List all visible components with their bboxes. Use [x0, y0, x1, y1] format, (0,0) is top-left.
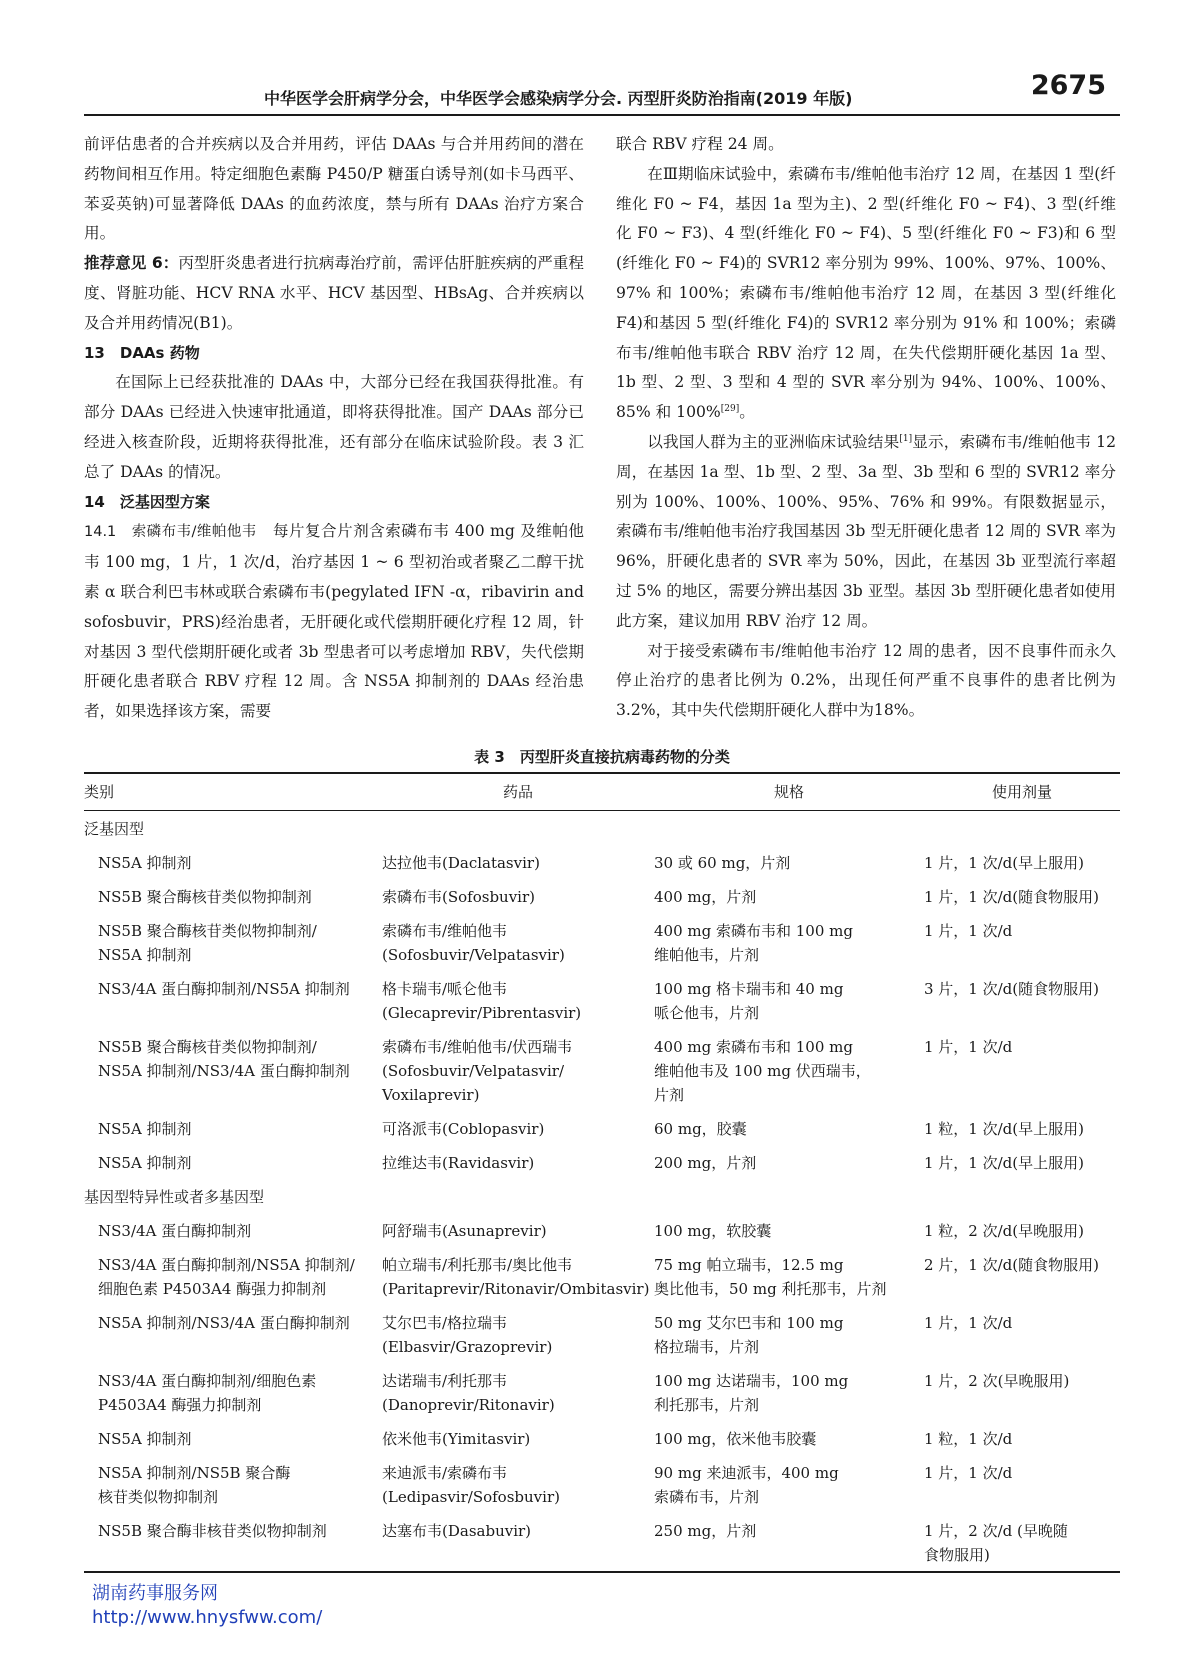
cell-text: NS5A 抑制剂/NS3/4A 蛋白酶抑制剂 — [98, 1314, 350, 1332]
running-title: 中华医学会肝病学分会，中华医学会感染病学分会. 丙型肝炎防治指南(2019 年版) — [264, 89, 853, 108]
table-cell — [84, 919, 382, 967]
cell-text: NS5A 抑制剂 — [98, 946, 192, 964]
cell-text: 片剂 — [654, 1086, 685, 1104]
page-header — [84, 66, 1120, 116]
table-row — [84, 1513, 1120, 1571]
table-cell — [924, 1253, 1120, 1301]
cell-text: 1 粒，1 次/d — [924, 1430, 1013, 1448]
section-heading-13: 13 DAAs 药物 — [84, 343, 200, 362]
footer-site-name: 湖南药事服务网 — [92, 1583, 218, 1604]
cell-text: 1 片，2 次/d (早晚随 — [924, 1522, 1068, 1540]
table-cell — [84, 1311, 382, 1359]
cell-text: 30 或 60 mg，片剂 — [654, 854, 791, 872]
header-spec: 规格 — [773, 783, 804, 801]
cell-text: (Sofosbuvir/Velpatasvir/ — [382, 1062, 565, 1080]
cell-text: 格拉瑞韦，片剂 — [654, 1338, 760, 1356]
table-row — [84, 845, 1120, 879]
cell-text: 拉维达韦(Ravidasvir) — [382, 1154, 535, 1172]
table-cell — [924, 919, 1120, 967]
cell-text: (Paritaprevir/Ritonavir/Ombitasvir) — [382, 1280, 650, 1298]
footer-url: http://www.hnysfww.com/ — [92, 1607, 323, 1628]
table-row — [84, 913, 1120, 971]
table-cell — [382, 919, 654, 967]
table-cell — [84, 851, 382, 875]
cell-text: 艾尔巴韦/格拉瑞韦 — [382, 1314, 508, 1332]
punctuation: 。 — [739, 403, 755, 422]
cell-text: (Glecaprevir/Pibrentasvir) — [382, 1004, 582, 1022]
cell-text: 维帕他韦，片剂 — [654, 946, 760, 964]
paragraph-text: 显示，索磷布韦/维帕他韦 12 周，在基因 1a 型、1b 型、2 型、3a 型、3b 型和 6 型的 SVR12 率分别为 100%、100%、100%、95%、76% 和 99%。有限数据显示，索磷布韦/维帕他韦治疗我国基因 3b 型无肝硬化患者 12 周的 SVR 率为 96%，肝硬化患者的 SVR 率为 50%，因此，在基因 3b 亚型流行率超过 5% 的地区，需要分辨出基因 3b 亚型。基因 3b 型肝硬化患者如使用此方案，建议加用 RBV 治疗 12 周。 — [616, 432, 1116, 630]
cell-text: 1 粒，2 次/d(早晚服用) — [924, 1222, 1084, 1240]
left-column — [84, 130, 584, 727]
table-cell — [382, 977, 654, 1025]
subsection-heading-14-1: 14.1 索磷布韦/维帕他韦 — [84, 524, 257, 541]
paragraph: 对于接受索磷布韦/维帕他韦治疗 12 周的患者，因不良事件而永久停止治疗的患者比例为 0.2%，出现任何严重不良事件的患者比例为3.2%，其中失代偿期肝硬化人群中为18%。 — [616, 641, 1116, 720]
cell-text: 格卡瑞韦/哌仑他韦 — [382, 980, 508, 998]
right-column — [616, 130, 1116, 726]
cell-text: (Sofosbuvir/Velpatasvir) — [382, 946, 565, 964]
table-cell — [382, 1117, 654, 1141]
table-row — [84, 1213, 1120, 1247]
table-row — [84, 1305, 1120, 1363]
cell-text: (Ledipasvir/Sofosbuvir) — [382, 1488, 560, 1506]
paragraph — [616, 160, 1116, 428]
table-cell — [654, 1519, 924, 1567]
cell-text: NS3/4A 蛋白酶抑制剂/细胞色素 — [98, 1372, 317, 1390]
group-label-pangenotypic: 泛基因型 — [84, 820, 145, 838]
table-cell — [654, 1219, 924, 1243]
table-cell — [654, 1035, 924, 1107]
cell-text: 100 mg，依米他韦胶囊 — [654, 1430, 817, 1448]
table-cell — [654, 1151, 924, 1175]
table-cell — [654, 885, 924, 909]
table-cell — [654, 977, 924, 1025]
table-cell — [84, 1253, 382, 1301]
cell-text: 食物服用) — [924, 1546, 990, 1564]
cell-text: 100 mg，软胶囊 — [654, 1222, 772, 1240]
table-cell — [84, 1427, 382, 1451]
table-cell — [84, 1035, 382, 1107]
section-heading-14: 14 泛基因型方案 — [84, 492, 210, 511]
table-row — [84, 1421, 1120, 1455]
cell-text: 250 mg，片剂 — [654, 1522, 757, 1540]
table-cell — [924, 885, 1120, 909]
cell-text: 3 片，1 次/d(随食物服用) — [924, 980, 1099, 998]
table-cell — [924, 851, 1120, 875]
table-cell — [924, 977, 1120, 1025]
cell-text: 达塞布韦(Dasabuvir) — [382, 1522, 532, 1540]
cell-text: 1 片，1 次/d(随食物服用) — [924, 888, 1099, 906]
watermark-footer — [92, 1582, 322, 1630]
table-row — [84, 1111, 1120, 1145]
cell-text: (Elbasvir/Grazoprevir) — [382, 1338, 553, 1356]
cell-text: 索磷布韦(Sofosbuvir) — [382, 888, 535, 906]
table-row — [84, 879, 1120, 913]
recommendation — [84, 249, 584, 338]
page-number: 2675 — [1030, 70, 1106, 101]
table-header-row — [84, 774, 1120, 811]
cell-text: 1 粒，1 次/d(早上服用) — [924, 1120, 1084, 1138]
cell-text: 可洛派韦(Coblopasvir) — [382, 1120, 545, 1138]
cell-text: 来迪派韦/索磷布韦 — [382, 1464, 508, 1482]
table-cell — [382, 885, 654, 909]
table-cell — [654, 1253, 924, 1301]
paragraph: 在国际上已经获批准的 DAAs 中，大部分已经在我国获得批准。有部分 DAAs 已经进入快速审批通道，即将获得批准。国产 DAAs 部分已经进入核查阶段，近期将获得批准，还有部分在临床试验阶段。表 3 汇总了 DAAs 的情况。 — [84, 373, 584, 481]
cell-text: 400 mg，片剂 — [654, 888, 757, 906]
table-cell — [654, 919, 924, 967]
table-cell — [924, 1151, 1120, 1175]
table-cell — [382, 1253, 654, 1301]
cell-text: 奥比他韦，50 mg 利托那韦，片剂 — [654, 1280, 887, 1298]
group-rows — [84, 845, 1120, 1179]
table-cell — [654, 1117, 924, 1141]
cell-text: 核苷类似物抑制剂 — [98, 1488, 219, 1506]
cell-text: NS5A 抑制剂 — [98, 854, 192, 872]
cell-text: 1 片，1 次/d — [924, 1464, 1013, 1482]
group-rows — [84, 1213, 1120, 1571]
table-caption: 表 3 丙型肝炎直接抗病毒药物的分类 — [474, 748, 730, 766]
cell-text: 索磷布韦，片剂 — [654, 1488, 760, 1506]
table-cell — [924, 1117, 1120, 1141]
cell-text: 阿舒瑞韦(Asunaprevir) — [382, 1222, 547, 1240]
cell-text: 利托那韦，片剂 — [654, 1396, 760, 1414]
table-cell — [84, 885, 382, 909]
cell-text: 100 mg 达诺瑞韦，100 mg — [654, 1372, 849, 1390]
paragraph-text: 以我国人群为主的亚洲临床试验结果 — [647, 432, 900, 451]
cell-text: NS5B 聚合酶核苷类似物抑制剂/ — [98, 1038, 317, 1056]
table-cell — [382, 1369, 654, 1417]
table-cell — [382, 1311, 654, 1359]
daa-table — [84, 772, 1120, 1573]
recommendation-label: 推荐意见 6： — [84, 254, 179, 273]
table-row — [84, 1247, 1120, 1305]
table-cell — [654, 1369, 924, 1417]
cell-text: 哌仑他韦，片剂 — [654, 1004, 760, 1022]
header-category: 类别 — [84, 783, 115, 801]
table-cell — [654, 1461, 924, 1509]
cell-text: 达拉他韦(Daclatasvir) — [382, 854, 540, 872]
group-label-genotype-specific: 基因型特异性或者多基因型 — [84, 1188, 265, 1206]
header-dose: 使用剂量 — [991, 783, 1052, 801]
table-cell — [924, 1035, 1120, 1107]
cell-text: NS5A 抑制剂/NS5B 聚合酶 — [98, 1464, 291, 1482]
cell-text: 50 mg 艾尔巴韦和 100 mg — [654, 1314, 844, 1332]
cell-text: NS3/4A 蛋白酶抑制剂/NS5A 抑制剂 — [98, 980, 350, 998]
cell-text: 索磷布韦/维帕他韦 — [382, 922, 508, 940]
table-cell — [924, 1311, 1120, 1359]
cell-text: 依米他韦(Yimitasvir) — [382, 1430, 531, 1448]
cell-text: P4503A4 酶强力抑制剂 — [98, 1396, 262, 1414]
cell-text: 100 mg 格卡瑞韦和 40 mg — [654, 980, 844, 998]
table-row — [84, 1145, 1120, 1179]
cell-text: NS5A 抑制剂 — [98, 1120, 192, 1138]
table-row — [84, 971, 1120, 1029]
cell-text: 帕立瑞韦/利托那韦/奥比他韦 — [382, 1256, 573, 1274]
table-row — [84, 1455, 1120, 1513]
cell-text: NS5A 抑制剂 — [98, 1430, 192, 1448]
cell-text: 90 mg 来迪派韦，400 mg — [654, 1464, 839, 1482]
table-cell — [84, 1117, 382, 1141]
cell-text: 1 片，2 次(早晚服用) — [924, 1372, 1070, 1390]
paragraph-text: 每片复合片剂含索磷布韦 400 mg 及维帕他韦 100 mg，1 片，1 次/d，治疗基因 1 ~ 6 型初治或者聚乙二醇干扰素 α 联合利巴韦林或联合索磷布韦(pegylated IFN -α，ribavirin and sofosbuvir，PRS)经治患者，无肝硬化或代偿期肝硬化疗程 12 周，针对基因 3 型代偿期肝硬化或者 3b 型患者可以考虑增加 RBV，失代偿期肝硬化患者联合 RBV 疗程 12 周。含 NS5A 抑制剂的 DAAs 经治患者，如果选择该方案，需要 — [84, 522, 584, 721]
cell-text: NS5A 抑制剂/NS3/4A 蛋白酶抑制剂 — [98, 1062, 350, 1080]
table-cell — [382, 1219, 654, 1243]
cell-text: 400 mg 索磷布韦和 100 mg — [654, 922, 853, 940]
cell-text: 维帕他韦及 100 mg 伏西瑞韦， — [654, 1062, 871, 1080]
cell-text: NS3/4A 蛋白酶抑制剂 — [98, 1222, 252, 1240]
cell-text: 75 mg 帕立瑞韦，12.5 mg — [654, 1256, 844, 1274]
cell-text: 达诺瑞韦/利托那韦 — [382, 1372, 508, 1390]
recommendation-text: 丙型肝炎患者进行抗病毒治疗前，需评估肝脏疾病的严重程度、肾脏功能、HCV RNA 水平、HCV 基因型、HBsAg、合并疾病以及合并用药情况(B1)。 — [84, 254, 584, 332]
table-cell — [654, 851, 924, 875]
cell-text: 细胞色素 P4503A4 酶强力抑制剂 — [98, 1280, 327, 1298]
cell-text: 1 片，1 次/d — [924, 1038, 1013, 1056]
paragraph-text: 在Ⅲ期临床试验中，索磷布韦/维帕他韦治疗 12 周，在基因 1 型(纤维化 F0 ~ F4，基因 1a 型为主)、2 型(纤维化 F0 ~ F4)、3 型(纤维化 F0 ~ F3)、4 型(纤维化 F0 ~ F4)、5 型(纤维化 F0 ~ F3)和 6 型(纤维化 F0 ~ F4)的 SVR12 率分别为 99%、100%、97%、100%、97% 和 100%；索磷布韦/维帕他韦治疗 12 周，在基因 3 型(纤维化 F4)和基因 5 型(纤维化 F4)的 SVR12 率分别为 91% 和 100%；索磷布韦/维帕他韦联合 RBV 治疗 12 周，在失代偿期肝硬化基因 1a 型、1b 型、2 型、3 型和 4 型的 SVR 率分别为 94%、100%、100%、85% 和 100% — [616, 164, 1116, 422]
cell-text: 400 mg 索磷布韦和 100 mg — [654, 1038, 853, 1056]
table-cell — [84, 1369, 382, 1417]
table-cell — [924, 1461, 1120, 1509]
cell-text: 60 mg，胶囊 — [654, 1120, 747, 1138]
table-row — [84, 1029, 1120, 1111]
cell-text: NS3/4A 蛋白酶抑制剂/NS5A 抑制剂/ — [98, 1256, 355, 1274]
cell-text: NS5B 聚合酶核苷类似物抑制剂 — [98, 888, 312, 906]
table-cell — [382, 1427, 654, 1451]
paragraph — [616, 428, 1116, 637]
table-cell — [84, 1519, 382, 1567]
table-cell — [654, 1427, 924, 1451]
cell-text: 2 片，1 次/d(随食物服用) — [924, 1256, 1099, 1274]
cell-text: 1 片，1 次/d(早上服用) — [924, 854, 1084, 872]
cell-text: (Danoprevir/Ritonavir) — [382, 1396, 555, 1414]
table-cell — [84, 1461, 382, 1509]
citation: [1] — [899, 433, 913, 444]
table-cell — [382, 1519, 654, 1567]
cell-text: 1 片，1 次/d — [924, 1314, 1013, 1332]
table-cell — [924, 1369, 1120, 1417]
paragraph — [84, 517, 584, 727]
table-row — [84, 1363, 1120, 1421]
table-cell — [84, 1219, 382, 1243]
cell-text: 200 mg，片剂 — [654, 1154, 757, 1172]
header-drug: 药品 — [502, 783, 533, 801]
cell-text: NS5A 抑制剂 — [98, 1154, 192, 1172]
table-cell — [924, 1427, 1120, 1451]
paragraph: 联合 RBV 疗程 24 周。 — [616, 135, 784, 153]
table-cell — [84, 1151, 382, 1175]
cell-text: 1 片，1 次/d — [924, 922, 1013, 940]
cell-text: Voxilaprevir) — [382, 1086, 480, 1104]
table-cell — [382, 1151, 654, 1175]
cell-text: 1 片，1 次/d(早上服用) — [924, 1154, 1084, 1172]
table-cell — [382, 851, 654, 875]
cell-text: NS5B 聚合酶核苷类似物抑制剂/ — [98, 922, 317, 940]
table-cell — [84, 977, 382, 1025]
paragraph: 前评估患者的合并疾病以及合并用药，评估 DAAs 与合并用药间的潜在药物间相互作用。特定细胞色素酶 P450/P 糖蛋白诱导剂(如卡马西平、苯妥英钠)可显著降低 DAAs 的血药浓度，禁与所有 DAAs 治疗方案合用。 — [84, 135, 584, 243]
table-cell — [924, 1519, 1120, 1567]
citation: [29] — [720, 403, 740, 414]
table-cell — [654, 1311, 924, 1359]
cell-text: NS5B 聚合酶非核苷类似物抑制剂 — [98, 1522, 327, 1540]
table-cell — [924, 1219, 1120, 1243]
cell-text: 索磷布韦/维帕他韦/伏西瑞韦 — [382, 1038, 573, 1056]
table-cell — [382, 1035, 654, 1107]
table-cell — [382, 1461, 654, 1509]
